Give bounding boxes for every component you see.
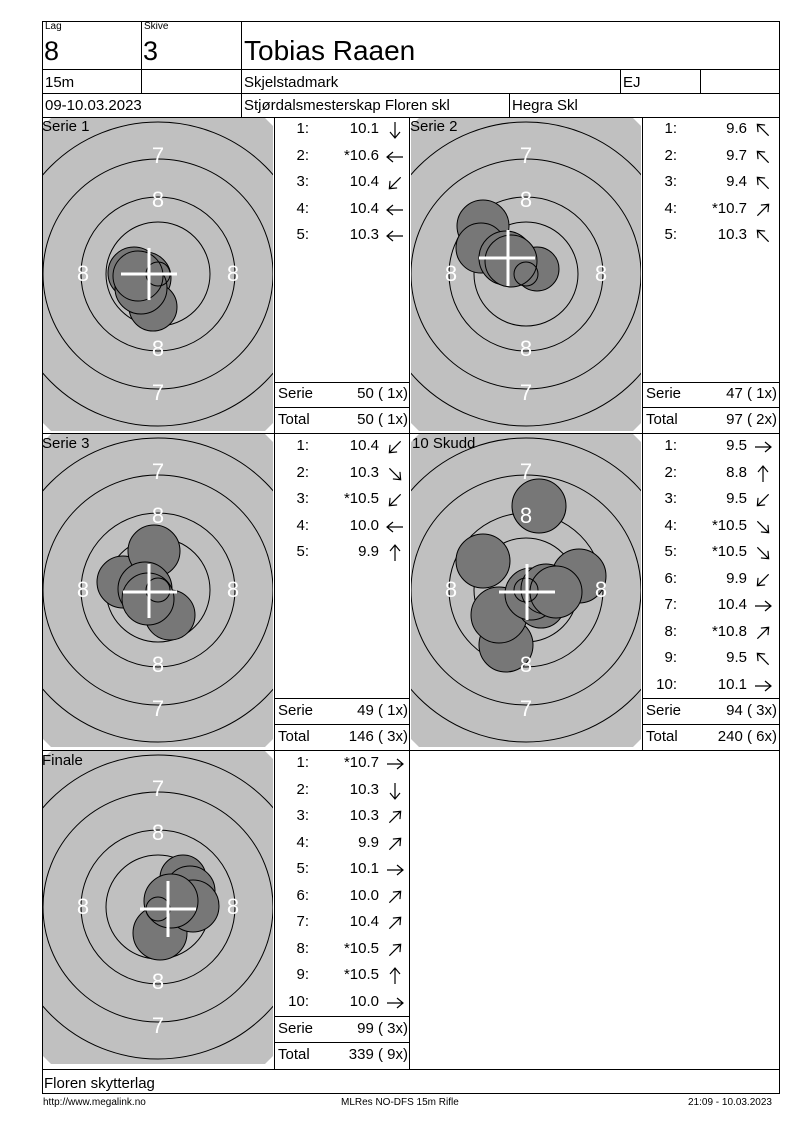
ring-label-8-right: 8 [226,577,240,602]
shot-number: 8: [664,622,677,640]
arrow-left-icon [385,147,405,167]
shot-number: 1: [664,437,677,454]
arrow-down-right-icon [753,543,773,563]
serie-label: Serie [278,385,314,402]
shot-value: 10.1 [349,120,379,137]
ring-label-8-right: 8 [226,261,240,286]
total-score-2: 97 ( 2x) [726,411,777,428]
shot-number: 8: [296,939,309,957]
ring-label-7-bottom: 7 [151,696,165,721]
arrow-up-icon [753,464,773,484]
shot-number: 10: [656,675,677,693]
shot-value: 10.3 [349,780,379,798]
shot-number: 4: [296,516,309,534]
club-name: Hegra Skl [512,97,578,114]
ring-label-8-top: 8 [519,187,533,212]
skive-value: 3 [143,36,159,66]
shot-value: 10.4 [349,199,379,217]
total-label: Total [278,728,310,745]
class: EJ [623,74,641,91]
shot-number: 7: [296,913,309,930]
panel-title-serie-2: Serie 2 [410,118,458,135]
footer-url[interactable]: http://www.megalink.no [43,1097,146,1108]
total-label: Total [646,728,678,745]
shot-value: 9.9 [726,569,747,587]
ring-label-8-top: 8 [519,503,533,528]
shot-number: 3: [664,490,677,507]
shot-value: *10.5 [343,966,379,983]
ring-label-7-top: 7 [151,776,165,801]
shot-value: *10.6 [343,146,379,164]
arrow-right-icon [753,596,773,616]
ring-label-7-top: 7 [519,143,533,168]
arrow-up-left-icon [753,173,773,193]
footer-club: Floren skytterlag [44,1075,155,1092]
ring-label-7-bottom: 7 [519,380,533,405]
serie-label: Serie [646,385,682,402]
ring-label-7-top: 7 [519,459,533,484]
shot-value: 10.4 [717,596,747,613]
serie-label: Serie [278,702,314,719]
ring-label-8-bottom: 8 [151,969,165,994]
lag-value: 8 [44,36,60,66]
shot-number: 2: [296,780,309,798]
shot-number: 3: [296,807,309,824]
ring-label-8-left: 8 [444,577,458,602]
shot-value: 10.0 [349,516,379,534]
shot-value: 10.0 [349,992,379,1010]
shot-number: 9: [664,649,677,666]
serie-score-3: 49 ( 1x) [357,702,408,719]
shot-number: 1: [664,120,677,137]
shot-number: 2: [664,146,677,164]
shot-number: 6: [296,886,309,904]
shot-value: 9.9 [358,543,379,560]
arrow-down-left-icon [753,570,773,590]
shot-number: 3: [296,490,309,507]
ring-label-7-top: 7 [151,143,165,168]
program: Skjelstadmark [244,74,339,91]
total-label: Total [278,411,310,428]
ring-label-7-bottom: 7 [519,696,533,721]
lag-label: Lag [45,21,62,32]
serie-score-2: 47 ( 1x) [726,385,777,402]
shot-value: 9.7 [726,146,747,164]
arrow-up-left-icon [753,226,773,246]
arrow-down-left-icon [385,173,405,193]
arrow-right-icon [385,993,405,1013]
ring-label-8-top: 8 [151,503,165,528]
shot-value: *10.8 [711,622,747,640]
shot-number: 2: [296,146,309,164]
ring-label-8-bottom: 8 [151,336,165,361]
shot-value: 10.1 [349,860,379,877]
arrow-up-right-icon [753,200,773,220]
arrow-up-right-icon [385,940,405,960]
ring-label-8-right: 8 [594,577,608,602]
shot-value: *10.7 [711,199,747,217]
total-label: Total [278,1046,310,1063]
shot-number: 5: [664,543,677,560]
shot-value: *10.7 [343,754,379,771]
ring-label-8-bottom: 8 [519,336,533,361]
ring-label-7-bottom: 7 [151,380,165,405]
footer-software: MLRes NO-DFS 15m Rifle [341,1097,459,1108]
date: 09-10.03.2023 [45,97,142,114]
shot-value: 9.4 [726,173,747,190]
ring-label-8-right: 8 [594,261,608,286]
arrow-down-left-icon [385,490,405,510]
serie-score-1: 50 ( 1x) [357,385,408,402]
panel-title-serie-1: Serie 1 [42,118,90,135]
arrow-up-left-icon [753,147,773,167]
shot-value: *10.5 [711,516,747,534]
shooter-name: Tobias Raaen [244,35,416,66]
shot-value: 10.4 [349,173,379,190]
shot-number: 6: [664,569,677,587]
shot-number: 5: [296,543,309,560]
arrow-right-icon [385,860,405,880]
ring-label-7-bottom: 7 [151,1013,165,1038]
arrow-down-icon [385,781,405,801]
shot-value: 9.5 [726,649,747,666]
shot-number: 4: [296,199,309,217]
shot-value: 10.3 [717,226,747,243]
shot-value: 10.3 [349,807,379,824]
serie-label: Serie [646,702,682,719]
serie-score-5: 99 ( 3x) [357,1020,408,1037]
ring-label-8-left: 8 [444,261,458,286]
shot-value: 10.3 [349,226,379,243]
shot-number: 4: [296,833,309,851]
shot-value: *10.5 [343,490,379,507]
shot-number: 1: [296,437,309,454]
total-label: Total [646,411,678,428]
arrow-down-icon [385,120,405,140]
skive-label: Skive [144,21,169,32]
arrow-up-right-icon [385,913,405,933]
panel-title-finale: Finale [42,752,83,769]
arrow-left-icon [385,200,405,220]
ring-label-8-left: 8 [76,894,90,919]
shot-number: 2: [664,463,677,481]
shot-value: *10.5 [711,543,747,560]
ring-label-7-top: 7 [151,459,165,484]
event-name: Stjørdalsmesterskap Floren skl [244,97,450,114]
arrow-up-right-icon [753,623,773,643]
total-score-5: 339 ( 9x) [348,1046,408,1063]
shot-number: 5: [664,226,677,243]
shot-number: 3: [664,173,677,190]
shot-number: 1: [296,754,309,771]
shot-value: 10.0 [349,886,379,904]
ring-label-8-bottom: 8 [519,652,533,677]
shot-number: 10: [288,992,309,1010]
total-score-4: 240 ( 6x) [717,728,777,745]
distance: 15m [45,74,75,91]
shot-number: 9: [296,966,309,983]
arrow-down-left-icon [385,437,405,457]
shot-value: 9.6 [726,120,747,137]
shot-value: *10.5 [343,939,379,957]
arrow-up-icon [385,543,405,563]
shot-value: 9.9 [358,833,379,851]
arrow-right-icon [753,676,773,696]
arrow-up-right-icon [385,807,405,827]
arrow-down-right-icon [385,464,405,484]
shot-value: 8.8 [726,463,747,481]
shot-number: 4: [664,516,677,534]
total-score-3: 146 ( 3x) [348,728,408,745]
arrow-down-left-icon [753,490,773,510]
panel-title-10-skudd: 10 Skudd [412,435,476,452]
arrow-right-icon [753,437,773,457]
arrow-up-icon [385,966,405,986]
arrow-up-right-icon [385,887,405,907]
shot-number: 4: [664,199,677,217]
shot-number: 5: [296,860,309,877]
shot-value: 10.3 [349,463,379,481]
footer-timestamp: 21:09 - 10.03.2023 [688,1097,772,1108]
arrow-down-right-icon [753,517,773,537]
shot-value: 10.4 [349,437,379,454]
serie-score-4: 94 ( 3x) [726,702,777,719]
arrow-right-icon [385,754,405,774]
arrow-left-icon [385,226,405,246]
ring-label-8-bottom: 8 [151,652,165,677]
ring-label-8-left: 8 [76,577,90,602]
shot-number: 5: [296,226,309,243]
panel-title-serie-3: Serie 3 [42,435,90,452]
shot-value: 9.5 [726,490,747,507]
shot-value: 10.1 [717,675,747,693]
ring-label-8-right: 8 [226,894,240,919]
shot-value: 9.5 [726,437,747,454]
ring-label-8-top: 8 [151,187,165,212]
arrow-left-icon [385,517,405,537]
ring-label-8-left: 8 [76,261,90,286]
shot-number: 7: [664,596,677,613]
arrow-up-right-icon [385,834,405,854]
shot-number: 3: [296,173,309,190]
shot-number: 1: [296,120,309,137]
total-score-1: 50 ( 1x) [357,411,408,428]
arrow-up-left-icon [753,120,773,140]
shot-value: 10.4 [349,913,379,930]
ring-label-8-top: 8 [151,820,165,845]
serie-label: Serie [278,1020,314,1037]
arrow-up-left-icon [753,649,773,669]
shot-number: 2: [296,463,309,481]
